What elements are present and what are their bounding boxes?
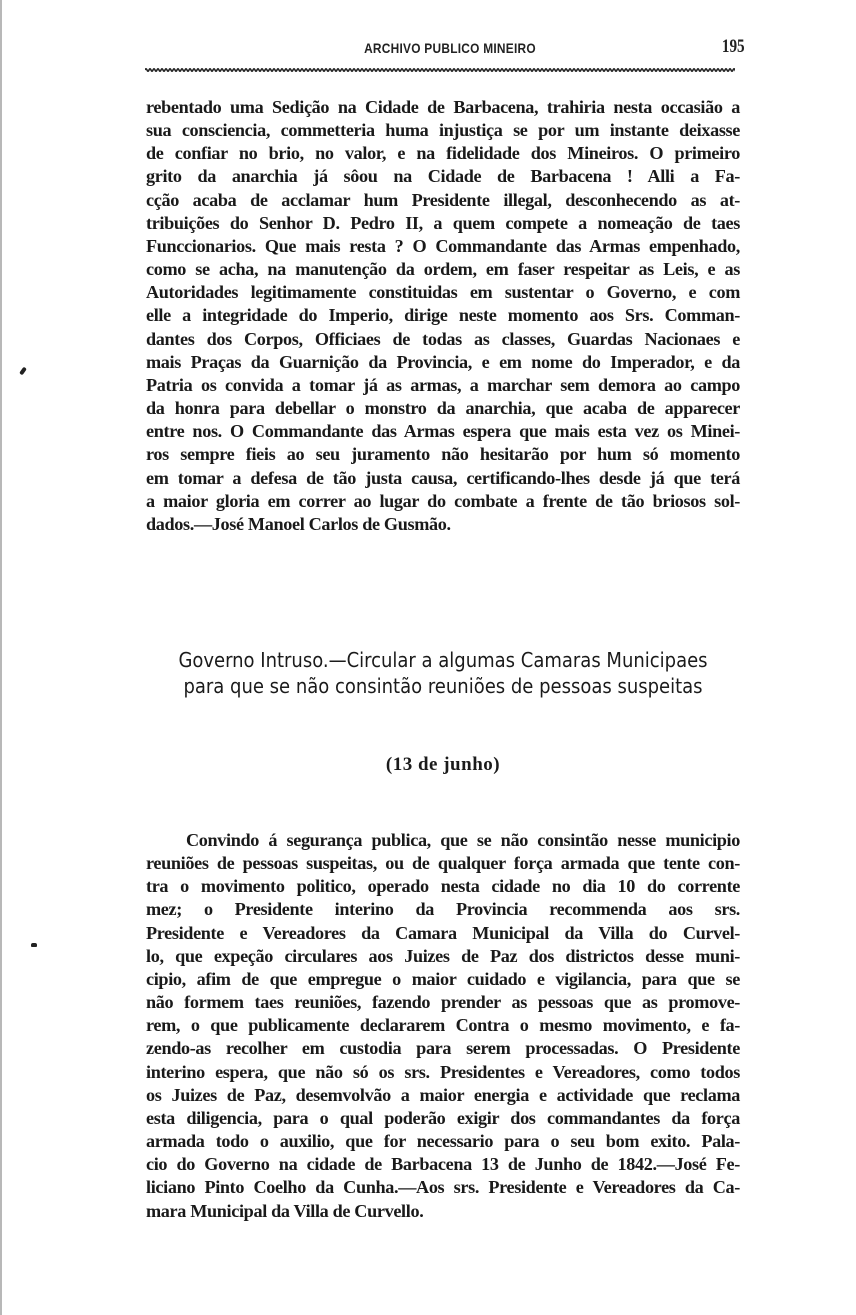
margin-ink-mark — [31, 943, 37, 947]
text-line: interino espera, que não só os srs. Presidentes e Vereadores, como todos — [146, 1061, 740, 1082]
text-line: Presidente e Vereadores da Camara Municipal da Villa do Curvel- — [146, 922, 740, 943]
text-line: ros sempre fieis ao seu juramento não hesitarão por hum só momento — [146, 444, 740, 465]
text-line: Funccionarios. Que mais resta ? O Commandante das Armas empenhado, — [146, 235, 740, 256]
scan-edge-shadow — [0, 0, 2, 1315]
text-line: lo, que expeção circulares aos Juizes de Paz dos districtos desse muni- — [146, 945, 740, 966]
page-header — [145, 38, 755, 70]
page-number: 195 — [721, 36, 745, 57]
text-line: tribuições do Senhor D. Pedro II, a quem compete a nomeação de taes — [146, 212, 740, 233]
text-line: a maior gloria em correr ao lugar do combate a frente de tão briosos sol- — [146, 490, 740, 511]
text-line: zendo-as recolher em custodia para serem processadas. O Presidente — [146, 1038, 740, 1059]
text-line: sua consciencia, commetteria huma injustiça se por um instante deixasse — [146, 120, 740, 141]
section-title-line: para que se não consintão reuniões de pessoas suspeitas — [183, 674, 703, 698]
dateline: (13 de junho) — [385, 754, 501, 775]
text-line: em tomar a defesa de tão justa causa, certificando-lhes desde já que terá — [146, 467, 740, 488]
margin-ink-mark — [19, 367, 27, 376]
text-line: mara Municipal da Villa de Curvello. — [146, 1200, 424, 1221]
text-line: cio do Governo na cidade de Barbacena 13 de Junho de 1842.—José Fe- — [146, 1154, 740, 1175]
text-line: não formem taes reuniões, fazendo prender as pessoas que as promove- — [146, 992, 740, 1013]
text-line: rem, o que publicamente declararem Contra o mesmo movimento, e fa- — [146, 1015, 740, 1036]
text-line: reuniões de pessoas suspeitas, ou de qualquer força armada que tente con- — [146, 853, 740, 874]
section-title — [146, 647, 740, 699]
text-line: de confiar no brio, no valor, e na fidelidade dos Mineiros. O primeiro — [146, 143, 740, 164]
text-line: mez; o Presidente interino da Provincia recommenda aos srs. — [146, 899, 740, 920]
text-line: dados.—José Manoel Carlos de Gusmão. — [146, 513, 451, 534]
text-line: da honra para debellar o monstro da anarchia, que acaba de apparecer — [146, 398, 740, 419]
text-line: tra o movimento politico, operado nesta cidade no dia 10 do corrente — [146, 876, 740, 897]
paragraph-proclamation — [146, 96, 740, 536]
text-line: Autoridades legitimamente constituidas em sustentar o Governo, e com — [146, 282, 740, 303]
text-line: liciano Pinto Coelho da Cunha.—Aos srs. Presidente e Vereadores da Ca- — [146, 1177, 740, 1198]
text-line: Patria os convida a tomar já as armas, a marchar sem demora ao campo — [146, 374, 740, 395]
text-line: armada todo o auxilio, que for necessario para o seu bom exito. Pala- — [146, 1131, 740, 1152]
text-line: dantes dos Corpos, Officiaes de todas as classes, Guardas Nacionaes e — [146, 328, 740, 349]
text-line: rebentado uma Sedição na Cidade de Barbacena, trahiria nesta occasião a — [146, 97, 740, 117]
section-title-line: Governo Intruso.—Circular a algumas Camaras Municipaes — [178, 648, 708, 672]
running-title: ARCHIVO PUBLICO MINEIRO — [364, 40, 536, 56]
wavy-rule-divider — [145, 67, 735, 73]
text-line: os Juizes de Paz, desemvolvão a maior energia e actividade que reclama — [146, 1084, 740, 1105]
text-line: como se acha, na manutenção da ordem, em faser respeitar as Leis, e as — [146, 259, 740, 280]
text-line: cipio, afim de que empregue o maior cuidado e vigilancia, para que se — [146, 968, 740, 989]
text-line: grito da anarchia já sôou na Cidade de Barbacena ! Alli a Fa- — [146, 166, 740, 187]
text-line: cção acaba de acclamar hum Presidente illegal, desconhecendo as at- — [146, 189, 740, 210]
text-line: mais Praças da Guarnição da Provincia, e em nome do Imperador, e da — [146, 351, 740, 372]
text-line: entre nos. O Commandante das Armas espera que mais esta vez os Minei- — [146, 421, 740, 442]
paragraph-circular — [146, 829, 740, 1223]
text-line: Convindo á segurança publica, que se não consintão nesse municipio — [186, 830, 740, 850]
text-line: elle a integridade do Imperio, dirige neste momento aos Srs. Comman- — [146, 305, 740, 326]
text-line: esta diligencia, para o qual poderão exigir dos commandantes da força — [146, 1107, 740, 1128]
